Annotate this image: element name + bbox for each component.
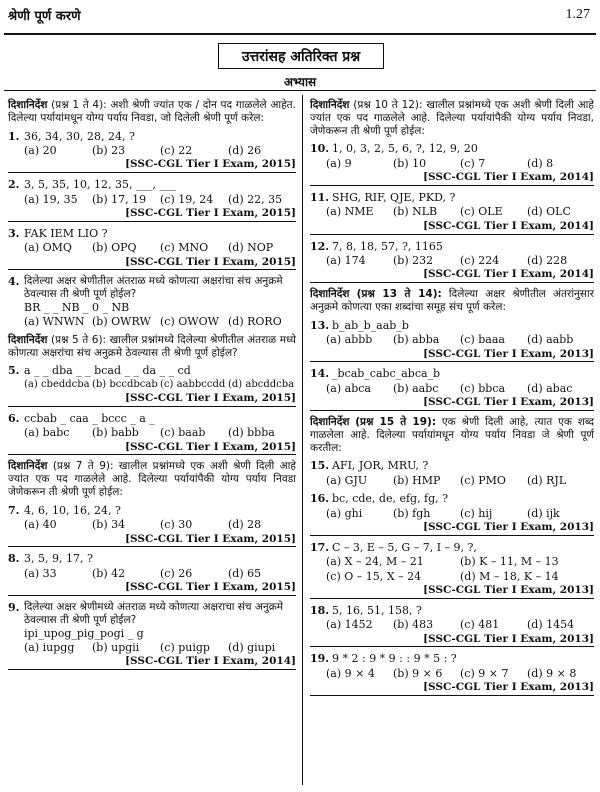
option-d: (d) OLC (527, 205, 571, 219)
exam-source: [SSC-CGL Tier I Exam, 2015] (8, 158, 296, 173)
option-b: (b) fgh (393, 506, 431, 520)
exam-source: [SSC-CGL Tier I Exam, 2013] (310, 633, 594, 648)
directions-10-12 (310, 99, 594, 137)
question-text: दिलेल्या अक्षर श्रेणीतील अंतराळ मध्ये कोणत्या अक्षरांचा संच अनुक्रमे ठेवल्यास ती श्रेणी पूर्ण होईल? (24, 275, 283, 301)
question-text: AFI, JOR, MRU, ? (332, 459, 429, 473)
question-5 (8, 364, 296, 406)
header-divider (4, 33, 596, 35)
option-a: (a) cbeddcba (24, 378, 90, 390)
directions-text: खालील प्रश्नांमध्ये एक अशी श्रेणी दिली आहे ज्यांत एक पद गाळलेले आहे. दिलेल्या पर्यायांपैकी योग्य पर्याय निवडा, जेणेकरून ती श्रेणी पूर्ण होईल: (310, 99, 594, 137)
option-c: (c) hij (460, 506, 493, 520)
question-text: 36, 34, 30, 28, 24, ? (24, 129, 135, 143)
directions-label: दिशानिर्देश (310, 416, 350, 429)
question-number: 4. (8, 275, 20, 289)
question-text: b_ab_b_aab_b (332, 318, 409, 332)
directions-1-4 (8, 99, 296, 125)
exam-source: [SSC-CGL Tier I Exam, 2013] (310, 521, 594, 536)
question-6 (8, 412, 296, 456)
question-number: 2. (8, 178, 20, 192)
question-number: 19. (310, 652, 330, 666)
question-12 (310, 240, 594, 284)
directions-7-9 (8, 460, 296, 498)
question-number: 11. (310, 191, 330, 204)
option-c: (c) OWOW (160, 315, 219, 329)
sub-heading: अभ्यास (283, 75, 317, 89)
question-text: 3, 5, 9, 17, ? (24, 552, 93, 566)
option-d: (d) RORO (228, 315, 282, 329)
option-d: (d) 22, 35 (228, 192, 283, 206)
question-number: 6. (8, 411, 20, 425)
option-c: (c) baab (160, 426, 206, 440)
question-text: 9 * 2 : 9 * 9 : : 9 * 5 : ? (332, 652, 457, 666)
question-text: C – 3, E – 5, G – 7, I – 9, ?, (332, 540, 477, 554)
question-13 (310, 319, 594, 363)
question-16 (310, 492, 594, 536)
option-a: (a) GJU (326, 473, 368, 487)
exam-source: [SSC-CGL Tier I Exam, 2015] (8, 441, 296, 456)
page-header (8, 4, 590, 26)
exam-source: [SSC-CGL Tier I Exam, 2015] (8, 392, 296, 407)
option-c: (c) OLE (460, 205, 503, 219)
option-a: (a) NME (326, 205, 374, 219)
question-number: 12. (310, 239, 330, 253)
option-c: (c) 26 (160, 566, 193, 580)
question-number: 18. (310, 603, 330, 617)
directions-label: दिशानिर्देश (8, 333, 48, 346)
question-text: 7, 8, 18, 57, ?, 1165 (332, 239, 443, 253)
option-d: (d) abcddcba (228, 378, 295, 390)
option-a: (a) babc (24, 426, 70, 440)
question-11 (310, 191, 594, 235)
exam-source: [SSC-CGL Tier I Exam, 2014] (310, 220, 594, 235)
option-d: (d) 26 (228, 144, 262, 157)
exam-source: [SSC-CGL Tier I Exam, 2015] (8, 581, 296, 596)
option-d: (d) abac (527, 381, 573, 395)
exam-source: [SSC-CGL Tier I Exam, 2015] (8, 207, 296, 222)
directions-text: खालील प्रश्नांमध्ये एक अशी श्रेणी दिली आहे ज्यांत एक पद गाळलेले आहे. दिलेल्या पर्यायांपैकी योग्य पर्याय निवडा जेणेकरून ती श्रेणी पूर्ण होईल: (8, 460, 296, 499)
directions-15-19 (310, 416, 594, 454)
question-text: 1, 0, 3, 2, 5, 6, ?, 12, 9, 20 (332, 142, 478, 156)
exam-source: [SSC-CGL Tier I Exam, 2014] (310, 268, 594, 283)
question-number: 8. (8, 552, 20, 566)
exam-source: [SSC-CGL Tier I Exam, 2013] (310, 584, 594, 599)
exam-source: [SSC-CGL Tier I Exam, 2013] (310, 681, 594, 696)
option-b: (b) OPQ (92, 241, 137, 255)
option-d: (d) aabb (527, 333, 574, 347)
option-a: (a) X – 24, M – 21 (326, 555, 424, 569)
question-15 (310, 459, 594, 487)
option-b: (b) 23 (92, 144, 126, 157)
exam-source: [SSC-CGL Tier I Exam, 2015] (8, 533, 296, 548)
question-number: 15. (310, 459, 330, 473)
option-a: (a) 9 × 4 (326, 666, 375, 680)
directions-range: (प्रश्न 7 ते 9): (52, 460, 114, 473)
left-column (8, 97, 296, 675)
option-c: (c) puigp (160, 641, 210, 655)
option-c: (c) 7 (460, 156, 486, 170)
option-d: (d) ijk (527, 506, 560, 520)
question-text: 3, 5, 35, 10, 12, 35, ___, ___ (24, 178, 176, 192)
question-number: 1. (8, 129, 20, 143)
question-number: 9. (8, 601, 20, 615)
question-9 (8, 601, 296, 670)
question-number: 7. (8, 503, 20, 517)
directions-text: खालील प्रश्नांमध्ये दिलेल्या श्रेणीतील अंतराळ मध्ये कोणत्या अक्षरांचा संच अनुक्रमे ठेवल्यास ती श्रेणी पूर्ण होईल? (8, 333, 297, 359)
option-b: (b) aabc (393, 381, 439, 395)
option-c: (c) 481 (460, 618, 500, 632)
directions-5-6 (8, 334, 296, 360)
question-19 (310, 652, 594, 696)
option-b: (b) 9 × 6 (393, 666, 443, 680)
option-a: (a) abca (326, 381, 371, 395)
option-c: (c) baaa (460, 333, 505, 347)
question-number: 17. (310, 540, 330, 554)
option-d: (d) 228 (527, 254, 568, 268)
option-c: (c) O – 15, X – 24 (326, 569, 422, 583)
question-text: 4, 6, 10, 16, 24, ? (24, 503, 121, 517)
chapter-title: श्रेणी पूर्ण करणे (8, 9, 81, 24)
option-d: (d) RJL (527, 473, 567, 487)
option-c: (c) aabbccdd (160, 378, 226, 390)
option-d: (d) NOP (228, 241, 274, 255)
question-number: 5. (8, 364, 20, 378)
option-c: (c) 224 (460, 254, 500, 268)
option-d: (d) M – 18, K – 14 (460, 569, 559, 583)
option-a: (a) OMQ (24, 241, 72, 255)
directions-range: (प्रश्न 1 ते 4): (51, 99, 107, 111)
directions-label: दिशानिर्देश (310, 288, 350, 301)
directions-range: (प्रश्न 13 ते 14): (356, 288, 442, 301)
option-c: (c) 30 (160, 518, 193, 532)
question-text: ccbab _ caa _ bccc _ a _ (24, 411, 155, 425)
option-a: (a) 40 (24, 518, 57, 532)
option-b: (b) babb (92, 426, 139, 440)
question-text: 5, 16, 51, 158, ? (332, 603, 422, 617)
question-text: a _ _ dba _ _ bcad _ _ da _ _ cd (24, 364, 191, 378)
question-text: दिलेल्या अक्षर श्रेणीमध्ये अंतराळ मध्ये कोणत्या अक्षराचा संच अनुक्रमे ठेवल्यास ती श्रेणी पूर्ण होईल? (24, 601, 284, 626)
question-3 (8, 227, 296, 271)
exam-source: [SSC-CGL Tier I Exam, 2015] (8, 256, 296, 271)
exam-source: [SSC-CGL Tier I Exam, 2013] (310, 348, 594, 363)
option-b: (b) 42 (92, 566, 126, 580)
option-c: (c) 9 × 7 (460, 666, 509, 680)
question-text: _bcab_cabc_abca_b (332, 367, 441, 381)
question-2 (8, 178, 296, 222)
option-d: (d) 8 (527, 156, 554, 170)
directions-label: दिशानिर्देश (8, 99, 48, 111)
option-c: (c) 19, 24 (160, 192, 214, 206)
option-a: (a) 9 (326, 156, 352, 170)
question-number: 3. (8, 226, 20, 240)
option-d: (d) 28 (228, 518, 262, 532)
question-number: 16. (310, 492, 330, 506)
option-a: (a) 20 (24, 144, 57, 157)
option-a: (a) 19, 35 (24, 192, 78, 206)
question-text: SHG, RIF, QJE, PKD, ? (332, 191, 456, 204)
directions-range: (प्रश्न 15 ते 19): (355, 416, 437, 429)
exam-source: [SSC-CGL Tier I Exam, 2013] (310, 396, 594, 411)
question-10 (310, 142, 594, 186)
option-a: (a) ghi (326, 506, 363, 520)
question-number: 14. (310, 367, 330, 381)
option-a: (a) WNWN (24, 315, 85, 329)
column-divider (302, 95, 303, 785)
option-b: (b) abba (393, 333, 440, 347)
question-4 (8, 275, 296, 328)
option-c: (c) PMO (460, 473, 506, 487)
option-b: (b) upgii (92, 641, 140, 655)
directions-label: दिशानिर्देश (310, 99, 350, 111)
question-number: 13. (310, 318, 330, 332)
option-a: (a) abbb (326, 333, 373, 347)
option-a: (a) iupgg (24, 641, 75, 655)
directions-13-14 (310, 288, 594, 314)
option-b: (b) 483 (393, 618, 434, 632)
option-b: (b) NLB (393, 205, 438, 219)
question-8 (8, 552, 296, 596)
directions-text: दिलेल्या अक्षर श्रेणीतील अंतरांनुसार अनुक्रमे कोणत्या एका शब्दांचा समूह संच पूर्ण करेल: (310, 288, 594, 314)
option-b: (b) HMP (393, 473, 441, 487)
option-b: (b) K – 11, M – 13 (460, 555, 559, 569)
question-text: FAK IEM LIO ? (24, 226, 108, 240)
question-18 (310, 604, 594, 648)
question-number: 10. (310, 142, 330, 156)
question-14 (310, 367, 594, 411)
option-b: (b) 232 (393, 254, 434, 268)
option-b: (b) 10 (393, 156, 427, 170)
sub-heading-divider (4, 90, 596, 91)
option-c: (c) MNO (160, 241, 209, 255)
option-d: (d) 1454 (527, 618, 575, 632)
option-a: (a) 174 (326, 254, 366, 268)
question-text: bc, cde, de, efg, fg, ? (332, 492, 449, 506)
option-c: (c) 22 (160, 144, 193, 157)
letter-series: BR _ _ NB _ 0 _ NB (24, 301, 130, 315)
right-column (310, 97, 594, 701)
directions-text: अशी श्रेणी ज्यांत एक / दोन पद गाळलेले आहेत. दिलेल्या पर्यायांमधून योग्य पर्याय निवडा, जो दिलेली श्रेणी पूर्ण करेल: (8, 99, 296, 124)
option-b: (b) 17, 19 (92, 192, 147, 206)
exam-source: [SSC-CGL Tier I Exam, 2014] (310, 171, 594, 186)
directions-text: एक श्रेणी दिली आहे, त्यात एक शब्द गाळलेला आहे. दिलेल्या पर्यायांमधून योग्य पर्याय निवडा जे श्रेणी पूर्ण करतील: (310, 416, 594, 454)
section-title: उत्तरांसह अतिरिक्त प्रश्न (218, 43, 384, 69)
page-number: 1.27 (565, 7, 590, 22)
option-d: (d) giupi (228, 641, 276, 655)
question-17 (310, 541, 594, 599)
option-d: (d) 9 × 8 (527, 666, 577, 680)
option-a: (a) 1452 (326, 618, 373, 632)
option-d: (d) bbba (228, 426, 275, 440)
option-b: (b) 34 (92, 518, 126, 532)
question-7 (8, 504, 296, 548)
option-c: (c) bbca (460, 381, 506, 395)
option-b: (b) OWRW (92, 315, 151, 329)
directions-range: (प्रश्न 10 ते 12): (353, 99, 423, 111)
option-d: (d) 65 (228, 566, 262, 580)
directions-label: दिशानिर्देश (8, 460, 48, 473)
exam-source: [SSC-CGL Tier I Exam, 2014] (8, 655, 296, 670)
option-a: (a) 33 (24, 566, 57, 580)
directions-range: (प्रश्न 5 ते 6): (50, 333, 107, 346)
option-b: (b) bccdbcab (92, 378, 158, 390)
letter-series: ipi_upog_pig_pogi _ g (24, 626, 144, 640)
question-1 (8, 130, 296, 174)
